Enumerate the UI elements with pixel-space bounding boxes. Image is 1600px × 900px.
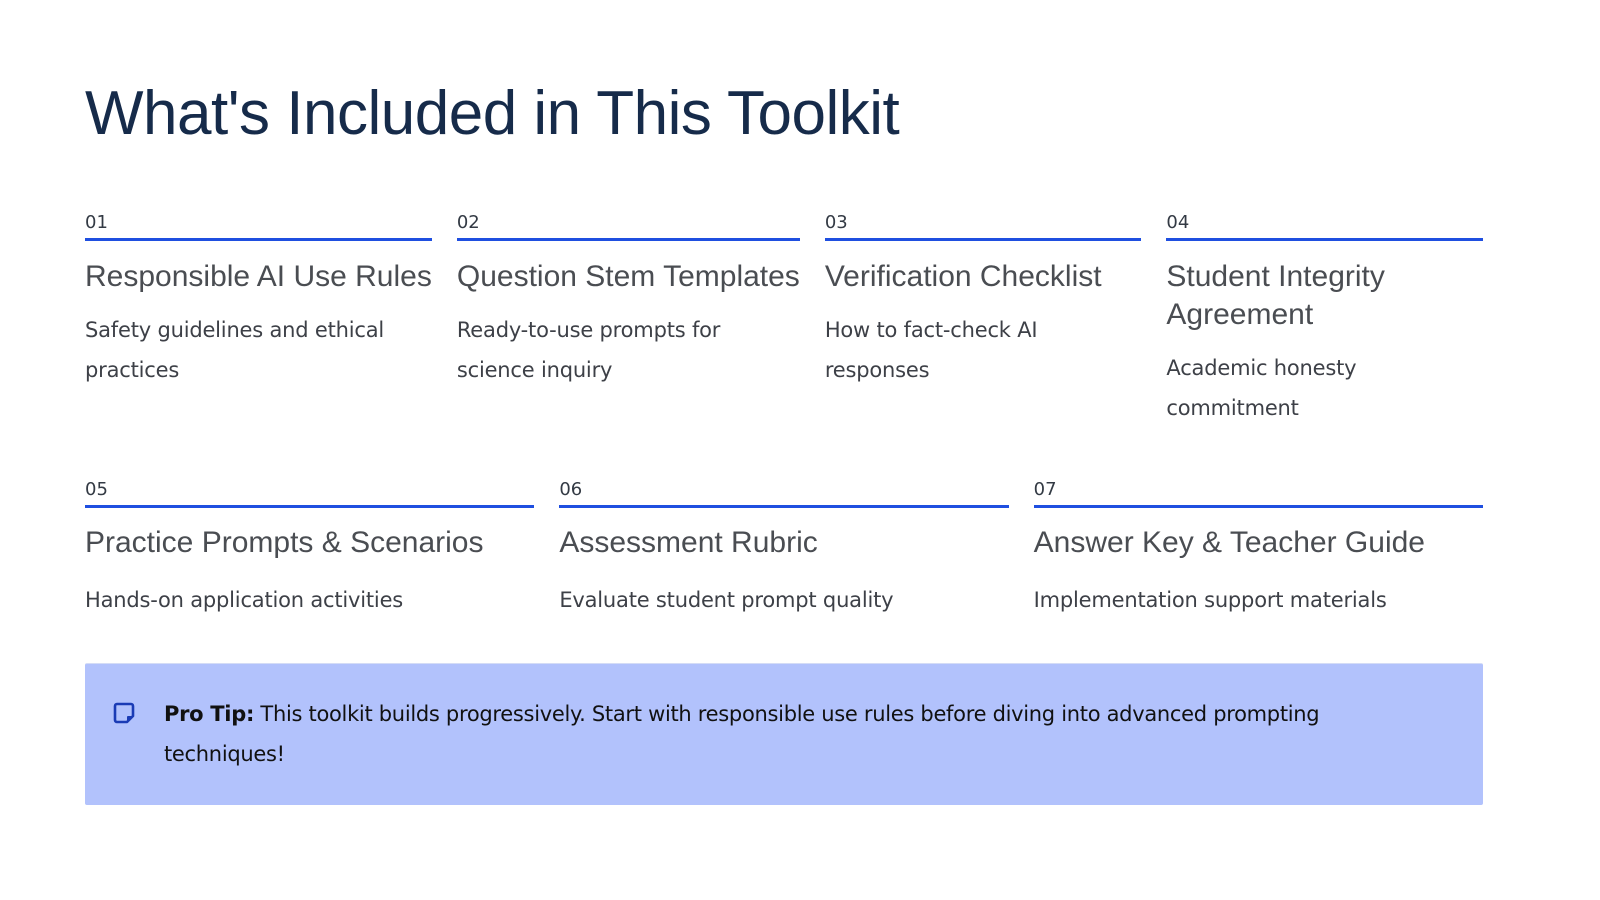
item-number: 07 bbox=[1034, 477, 1483, 508]
item-description: Implementation support materials bbox=[1033, 588, 1387, 612]
page-title: What's Included in This Toolkit bbox=[85, 79, 900, 148]
item-number: 01 bbox=[85, 210, 432, 241]
sticky-note-icon bbox=[113, 702, 135, 724]
item-number: 04 bbox=[1166, 210, 1483, 241]
item-description: Safety guidelines and ethical practices bbox=[85, 318, 385, 382]
toolkit-item-02 bbox=[457, 210, 800, 428]
item-description: Hands-on application activities bbox=[85, 588, 404, 612]
item-description: Ready-to-use prompts for science inquiry bbox=[456, 318, 721, 382]
item-title: Question Stem Templates bbox=[456, 260, 800, 293]
toolkit-item-04 bbox=[1166, 210, 1483, 428]
pro-tip-body: This toolkit builds progressively. Start with responsible use rules before diving into advanced prompting techniques! bbox=[164, 702, 1320, 766]
item-title: Responsible AI Use Rules bbox=[85, 260, 432, 293]
item-description: How to fact-check AI responses bbox=[824, 318, 1038, 382]
item-title: Practice Prompts & Scenarios bbox=[85, 526, 484, 559]
toolkit-item-07 bbox=[1034, 477, 1483, 620]
item-number: 03 bbox=[825, 210, 1142, 241]
pro-tip-label: Pro Tip: bbox=[164, 702, 255, 726]
pro-tip-text bbox=[164, 694, 1364, 774]
item-title: Verification Checklist bbox=[824, 260, 1102, 293]
item-number: 06 bbox=[559, 477, 1008, 508]
toolkit-items-row-1 bbox=[85, 210, 1483, 428]
toolkit-item-03 bbox=[825, 210, 1142, 428]
toolkit-item-05 bbox=[85, 477, 534, 620]
item-description: Academic honesty commitment bbox=[1166, 356, 1357, 420]
item-title: Answer Key & Teacher Guide bbox=[1033, 526, 1425, 559]
pro-tip-callout bbox=[85, 663, 1483, 805]
toolkit-item-01 bbox=[85, 210, 432, 428]
toolkit-item-06 bbox=[559, 477, 1008, 620]
toolkit-items-row-2 bbox=[85, 477, 1483, 620]
item-title: Assessment Rubric bbox=[559, 526, 818, 559]
item-title: Student Integrity Agreement bbox=[1166, 260, 1385, 331]
item-number: 05 bbox=[85, 477, 534, 508]
item-number: 02 bbox=[457, 210, 800, 241]
item-description: Evaluate student prompt quality bbox=[559, 588, 894, 612]
